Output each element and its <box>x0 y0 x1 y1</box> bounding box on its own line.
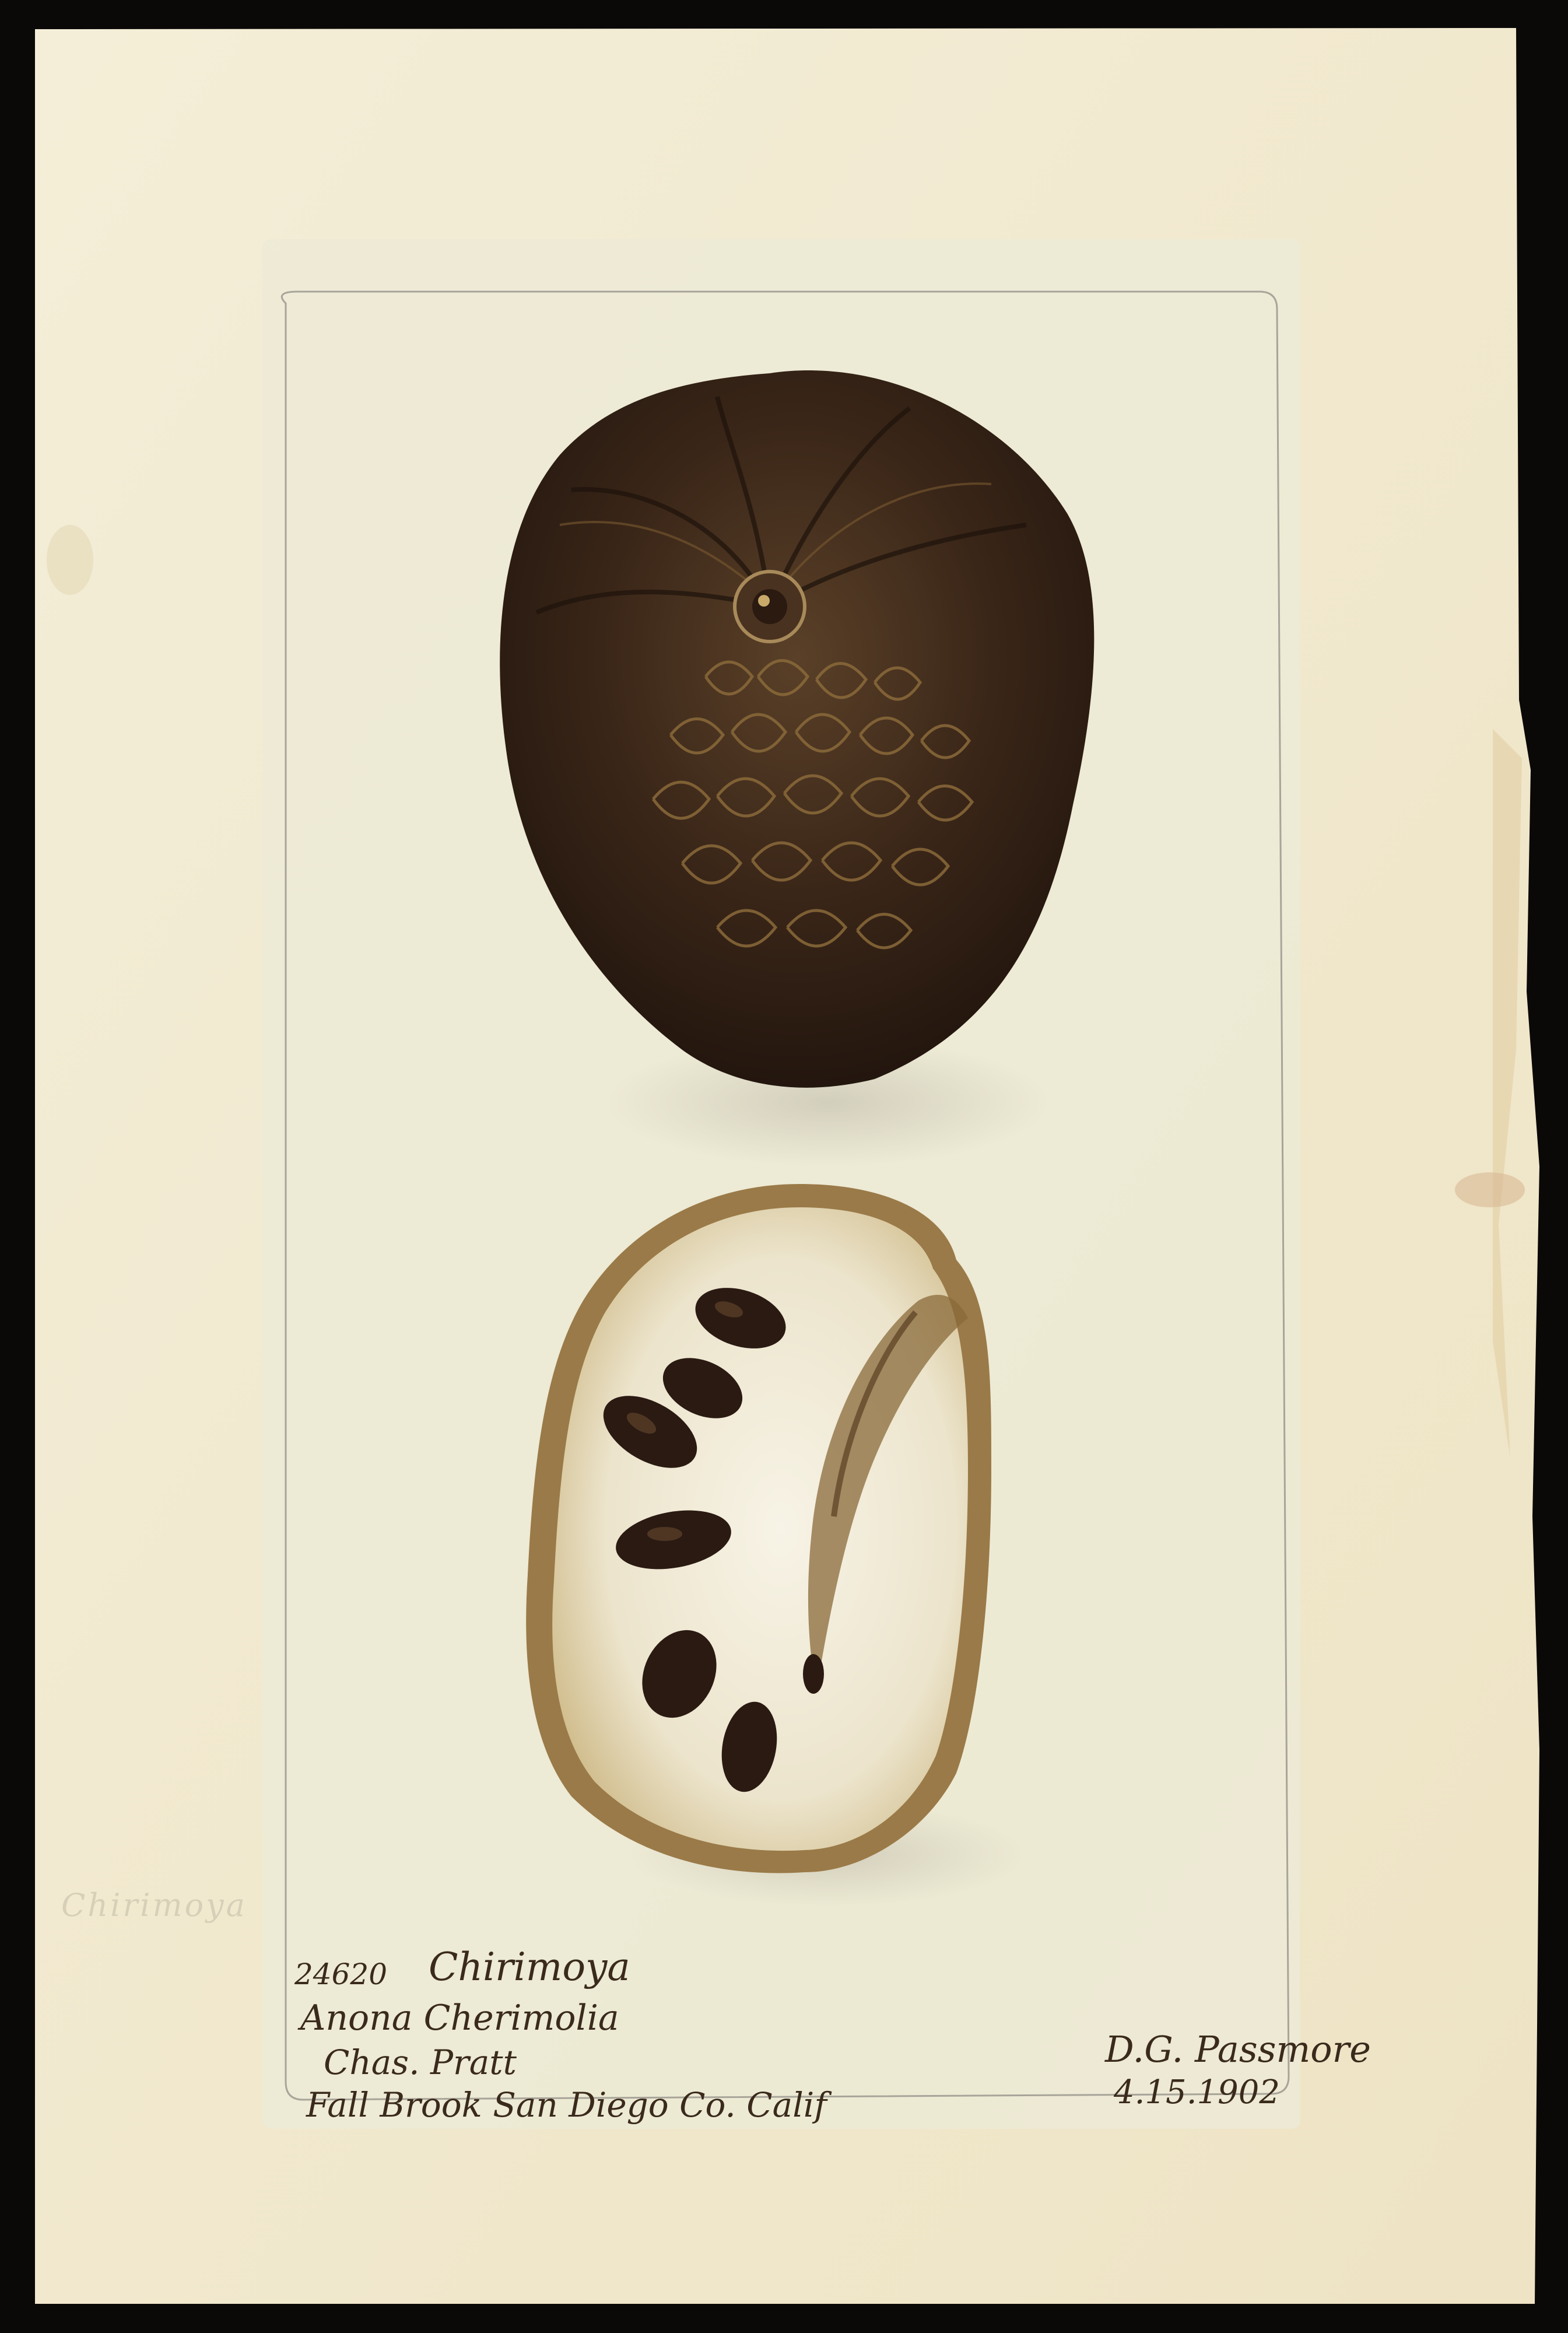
scientific-name: Anona Cherimolia <box>300 1998 619 2038</box>
painting-date: 4.15.1902 <box>1114 2073 1281 2111</box>
artist-signature: D.G. Passmore <box>1105 2028 1371 2071</box>
locality: Fall Brook San Diego Co. Calif <box>306 2085 827 2125</box>
seed <box>803 1654 824 1694</box>
accession-number: 24620 <box>294 1957 388 1991</box>
grower-name: Chas. Pratt <box>324 2043 517 2082</box>
common-name: Chirimoya <box>429 1945 630 1989</box>
pencil-margin-note: Chirimoya <box>61 1887 247 1924</box>
paper-stain <box>1455 1172 1525 1207</box>
paper-stain <box>47 525 93 595</box>
halved-chirimoya-fruit <box>526 1184 991 1873</box>
